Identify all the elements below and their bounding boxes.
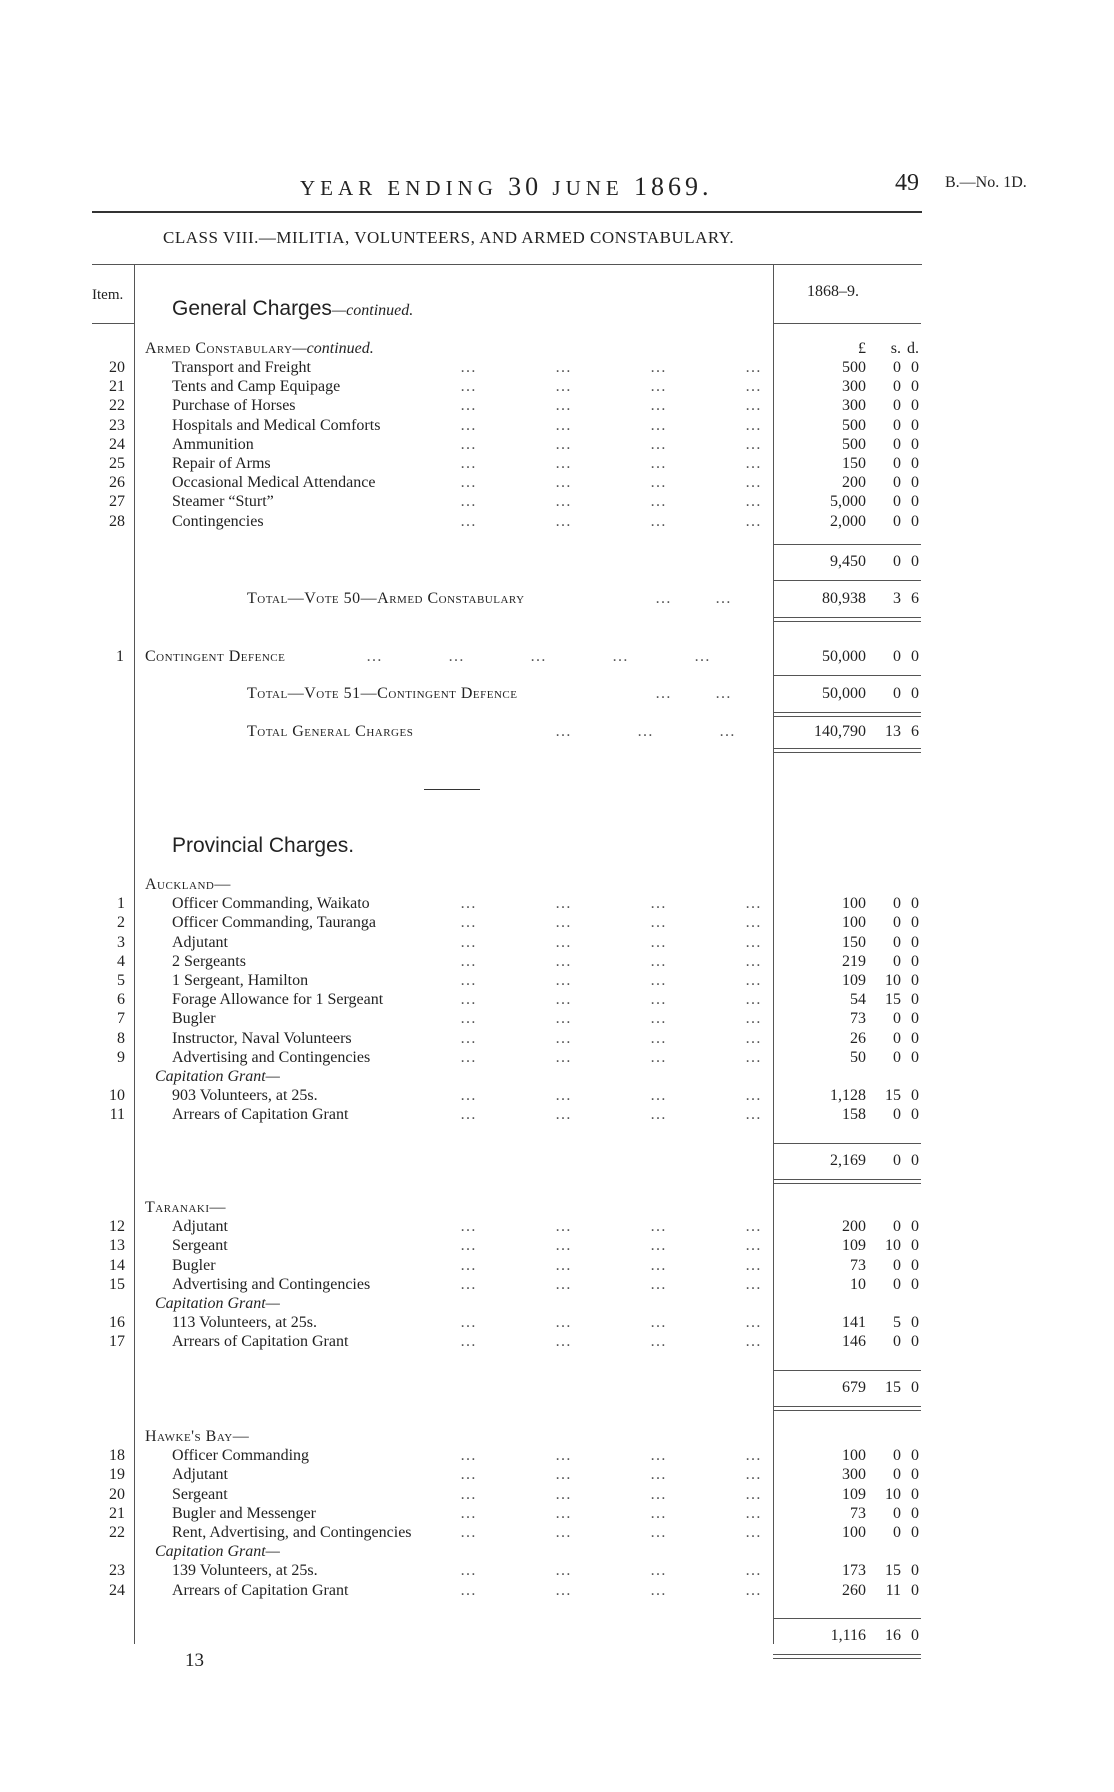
table-row: 21 Tents and Camp Equipage … … … … 300 0 0 — [109, 378, 919, 396]
item-number: 24 — [109, 1581, 125, 1599]
table-row: 11 Arrears of Capitation Grant … … … … 158 0 0 — [109, 1106, 919, 1124]
amount-shillings: 0 — [893, 416, 901, 434]
amount-pence: 0 — [911, 1581, 919, 1599]
table-row: 13 Sergeant … … … … 109 10 0 — [109, 1237, 919, 1255]
amount-pence: 0 — [911, 1106, 919, 1124]
double-rule — [773, 617, 921, 618]
table-top-rule — [92, 264, 922, 265]
page-title: YEAR ENDING 30 JUNE 1869. — [300, 172, 713, 201]
amount-pounds: 200 — [842, 1218, 866, 1236]
amount-shillings: 15 — [885, 1087, 901, 1105]
table-row: 12 Adjutant … … … … 200 0 0 — [109, 1218, 919, 1236]
subtotal-rule — [773, 1179, 921, 1180]
item-number: 16 — [109, 1314, 125, 1332]
row-label: Purchase of Horses — [172, 397, 296, 415]
amount-pounds: 54 — [850, 991, 866, 1009]
amount-pence: 0 — [911, 359, 919, 376]
table-row: 24 Ammunition … … … … 500 0 0 — [109, 435, 919, 453]
item-number: 23 — [109, 416, 125, 434]
amount-pence: 0 — [911, 972, 919, 989]
amount-shillings: 0 — [893, 359, 901, 376]
item-number: 17 — [109, 1333, 125, 1351]
item-number: 2 — [117, 914, 125, 932]
section-separator — [424, 789, 480, 790]
amount-shillings: 0 — [893, 1275, 901, 1293]
row-label: Arrears of Capitation Grant — [172, 1581, 349, 1599]
item-number: 5 — [117, 972, 125, 989]
item-number: 15 — [109, 1275, 125, 1293]
subtotal-rule — [773, 1618, 921, 1619]
amount-shillings: 0 — [893, 933, 901, 951]
row-label: Forage Allowance for 1 Sergeant — [172, 991, 384, 1009]
amount-pence: 0 — [911, 1466, 919, 1484]
amount-shillings: 5 — [893, 1314, 901, 1332]
amount-pounds: 150 — [842, 933, 866, 951]
amount-shillings: 0 — [893, 435, 901, 453]
item-number: 7 — [117, 1010, 125, 1028]
amount-shillings: 15 — [885, 991, 901, 1009]
table-row: 4 2 Sergeants … … … … 219 0 0 — [117, 952, 919, 970]
row-label: Adjutant — [172, 1218, 228, 1236]
total-vote-51: Total—Vote 51—Contingent Defence … … 50,000 0 0 — [247, 685, 919, 702]
item-number: 18 — [109, 1447, 125, 1465]
amount-shillings: 0 — [893, 1447, 901, 1465]
item-number: 14 — [109, 1256, 125, 1274]
row-label: Arrears of Capitation Grant — [172, 1333, 349, 1351]
footer-number: 13 — [185, 1650, 204, 1671]
row-label: 903 Volunteers, at 25s. — [172, 1087, 318, 1105]
item-number: 8 — [117, 1029, 125, 1047]
amount-pence: 0 — [911, 1485, 919, 1503]
table-row: 15 Advertising and Contingencies … … … … 10 0 0 — [109, 1275, 919, 1293]
row-label: Transport and Freight — [172, 359, 311, 376]
header-rule — [92, 211, 922, 213]
amount-pence: 0 — [911, 435, 919, 453]
amount-shillings: 0 — [893, 455, 901, 472]
amount-pence: 0 — [911, 416, 919, 434]
amount-pounds: 173 — [842, 1562, 866, 1580]
table-row: 14 Bugler … … … … 73 0 0 — [109, 1256, 919, 1274]
vote51-rule-2 — [773, 716, 921, 717]
amount-shillings: 0 — [893, 512, 901, 530]
table-row: 5 1 Sergeant, Hamilton … … … … 109 10 0 — [117, 972, 919, 989]
amount-shillings: 0 — [893, 895, 901, 913]
capitation-grant-label: Capitation Grant— — [155, 1295, 280, 1312]
amount-pounds: 1,128 — [830, 1087, 866, 1105]
table-row: 19 Adjutant … … … … 300 0 0 — [109, 1466, 919, 1484]
item-header-rule — [92, 323, 134, 324]
amount-pence: 0 — [911, 914, 919, 932]
item-number: 12 — [109, 1218, 125, 1236]
province-subtotal: 679 15 0 — [842, 1378, 919, 1396]
amount-pounds: 109 — [842, 972, 866, 989]
amount-pence: 0 — [911, 1237, 919, 1255]
subtotal-rule — [773, 1370, 921, 1371]
table-row: 22 Rent, Advertising, and Contingencies … … … … 100 0 0 — [109, 1524, 919, 1541]
item-number: 28 — [109, 512, 125, 530]
row-label: Steamer “Sturt” — [172, 493, 274, 511]
amount-pence: 0 — [911, 1447, 919, 1465]
amount-shillings: 0 — [893, 1504, 901, 1522]
row-label: Ammunition — [172, 435, 254, 453]
item-number: 26 — [109, 474, 125, 492]
amount-shillings: 10 — [885, 1485, 901, 1503]
amount-pence: 0 — [911, 378, 919, 396]
amount-pounds: 300 — [842, 378, 866, 396]
item-number: 6 — [117, 991, 125, 1009]
amount-pounds: 73 — [850, 1010, 866, 1028]
province-label: Hawke's Bay— — [145, 1428, 250, 1445]
item-number: 11 — [109, 1106, 125, 1124]
capitation-grant-label: Capitation Grant— — [155, 1543, 280, 1561]
item-number: 4 — [117, 952, 125, 970]
provincial-charges-heading: Provincial Charges. — [172, 834, 355, 857]
contingent-defence-row: 1 Contingent Defence … … … … … 50,000 0 0 — [116, 648, 919, 665]
amount-pounds: 73 — [850, 1504, 866, 1522]
amount-pence: 0 — [911, 1048, 919, 1066]
amount-pence: 0 — [911, 895, 919, 913]
amount-header-rule — [773, 323, 921, 324]
armed-constabulary-label: Armed Constabulary—continued. — [145, 340, 374, 357]
table-row: 8 Instructor, Naval Volunteers … … … … 26 0 0 — [117, 1029, 919, 1047]
item-number: 9 — [117, 1048, 125, 1066]
table-row: 25 Repair of Arms … … … … 150 0 0 — [109, 455, 919, 472]
amount-pounds: 100 — [842, 914, 866, 932]
row-label: Officer Commanding, Tauranga — [172, 914, 377, 932]
amount-shillings: 0 — [893, 914, 901, 932]
subtotal-rule — [773, 1143, 921, 1144]
subtotal-rule — [773, 1658, 921, 1659]
row-label: Arrears of Capitation Grant — [172, 1106, 349, 1124]
table-row: 20 Transport and Freight … … … … 500 0 0 — [109, 359, 919, 376]
row-label: Tents and Camp Equipage — [172, 378, 341, 396]
amount-pounds: 5,000 — [830, 493, 866, 511]
row-label: 113 Volunteers, at 25s. — [172, 1314, 318, 1332]
table-row: 1 Officer Commanding, Waikato … … … … 100 0 0 — [117, 895, 919, 913]
amount-pence: 0 — [911, 1010, 919, 1028]
table-row: 26 Occasional Medical Attendance … … … … 200 0 0 — [109, 474, 919, 492]
amount-pence: 0 — [911, 1314, 919, 1332]
row-label: Occasional Medical Attendance — [172, 474, 376, 492]
vote51-rule — [773, 712, 921, 713]
amount-pounds: 73 — [850, 1256, 866, 1274]
amount-pounds: 158 — [842, 1106, 866, 1124]
row-label: 139 Volunteers, at 25s. — [172, 1562, 318, 1580]
item-number: 20 — [109, 1485, 125, 1503]
amount-pence: 0 — [911, 1275, 919, 1293]
item-number: 23 — [109, 1562, 125, 1580]
item-column-header: Item. — [92, 287, 124, 303]
amount-pence: 0 — [911, 991, 919, 1009]
amount-shillings: 0 — [893, 1524, 901, 1541]
table-row: 23 Hospitals and Medical Comforts … … … … 500 0 0 — [109, 416, 919, 434]
row-label: Adjutant — [172, 1466, 228, 1484]
table-row: 23 139 Volunteers, at 25s. … … … … 173 15 0 — [109, 1562, 919, 1580]
amount-pence: 0 — [911, 1218, 919, 1236]
item-number: 21 — [109, 1504, 125, 1522]
amount-shillings: 0 — [893, 474, 901, 492]
table-row: 6 Forage Allowance for 1 Sergeant … … … … 54 15 0 — [117, 991, 919, 1009]
subtotal-rule — [773, 1410, 921, 1411]
total-general-charges: Total General Charges … … … 140,790 13 6 — [247, 723, 919, 740]
amount-pounds: 500 — [842, 359, 866, 376]
table-row: 17 Arrears of Capitation Grant … … … … 146 0 0 — [109, 1333, 919, 1351]
table-row: 20 Sergeant … … … … 109 10 0 — [109, 1485, 919, 1503]
item-number: 19 — [109, 1466, 125, 1484]
subtotal-rule — [773, 1406, 921, 1407]
item-number: 27 — [109, 493, 125, 511]
amount-pence: 0 — [911, 493, 919, 511]
amount-pounds: 109 — [842, 1237, 866, 1255]
amount-pence: 0 — [911, 1256, 919, 1274]
contingent-rule — [773, 675, 921, 676]
subtotal-rule-2 — [773, 580, 921, 581]
table-row: 27 Steamer “Sturt” … … … … 5,000 0 0 — [109, 493, 919, 511]
row-label: Rent, Advertising, and Contingencies — [172, 1524, 412, 1541]
province-subtotal: 1,116 16 0 — [830, 1626, 919, 1644]
row-label: Sergeant — [172, 1237, 228, 1255]
amount-pence: 0 — [911, 1504, 919, 1522]
amount-pounds: 150 — [842, 455, 866, 472]
item-number: 1 — [117, 895, 125, 913]
item-number: 24 — [109, 435, 125, 453]
table-row: 3 Adjutant … … … … 150 0 0 — [117, 933, 919, 951]
row-label: 1 Sergeant, Hamilton — [172, 972, 309, 989]
amount-pounds: 300 — [842, 397, 866, 415]
double-rule-2 — [773, 621, 921, 622]
units-row: £ s. d. — [858, 340, 919, 357]
row-label: Officer Commanding — [172, 1447, 310, 1465]
item-number: 22 — [109, 1524, 125, 1541]
capitation-grant-label: Capitation Grant— — [155, 1068, 280, 1085]
amount-pounds: 100 — [842, 1524, 866, 1541]
amount-pence: 0 — [911, 512, 919, 530]
class-title: CLASS VIII.—MILITIA, VOLUNTEERS, AND ARMED CONSTABULARY. — [163, 228, 735, 247]
armed-subtotal: 9,450 0 0 — [830, 553, 919, 570]
amount-pounds: 109 — [842, 1485, 866, 1503]
amount-shillings: 0 — [893, 952, 901, 970]
row-label: 2 Sergeants — [172, 952, 246, 970]
amount-pounds: 219 — [842, 952, 866, 970]
amount-shillings: 0 — [893, 493, 901, 511]
amount-shillings: 11 — [885, 1581, 901, 1599]
province-label: Auckland— — [145, 876, 231, 893]
amount-shillings: 0 — [893, 1256, 901, 1274]
amount-pounds: 260 — [842, 1581, 866, 1599]
amount-shillings: 0 — [893, 1333, 901, 1351]
amount-pounds: 50 — [850, 1048, 866, 1066]
row-label: Advertising and Contingencies — [172, 1048, 371, 1066]
general-charges-heading: General Charges—continued. — [172, 297, 414, 320]
amount-pounds: 146 — [842, 1333, 866, 1351]
item-number: 20 — [109, 359, 125, 376]
amount-pounds: 2,000 — [830, 512, 866, 530]
amount-pounds: 100 — [842, 1447, 866, 1465]
row-label: Bugler — [172, 1256, 216, 1274]
row-label: Sergeant — [172, 1485, 228, 1503]
item-number: 13 — [109, 1237, 125, 1255]
row-label: Contingencies — [172, 512, 264, 530]
amount-pounds: 141 — [842, 1314, 866, 1332]
table-row: 7 Bugler … … … … 73 0 0 — [117, 1010, 919, 1028]
table-row: 10 903 Volunteers, at 25s. … … … … 1,128 15 0 — [109, 1087, 919, 1105]
row-label: Bugler — [172, 1010, 216, 1028]
table-row: 21 Bugler and Messenger … … … … 73 0 0 — [109, 1504, 919, 1522]
amount-shillings: 15 — [885, 1562, 901, 1580]
item-number: 25 — [109, 455, 125, 472]
province-label: Taranaki— — [145, 1199, 226, 1216]
amount-pence: 0 — [911, 1562, 919, 1580]
amount-pence: 0 — [911, 455, 919, 472]
item-number: 22 — [109, 397, 125, 415]
general-total-rule — [773, 748, 921, 749]
table-row: 9 Advertising and Contingencies … … … … 50 0 0 — [117, 1048, 919, 1066]
amount-pounds: 26 — [850, 1029, 866, 1047]
amount-pounds: 10 — [850, 1275, 866, 1293]
page-number: 49 — [895, 170, 919, 196]
amount-pence: 0 — [911, 474, 919, 492]
row-label: Instructor, Naval Volunteers — [172, 1029, 352, 1047]
amount-shillings: 0 — [893, 1218, 901, 1236]
amount-shillings: 0 — [893, 1466, 901, 1484]
amount-pence: 0 — [911, 1333, 919, 1351]
row-label: Officer Commanding, Waikato — [172, 895, 370, 913]
table-row: 18 Officer Commanding … … … … 100 0 0 — [109, 1447, 919, 1465]
total-vote-50: Total—Vote 50—Armed Constabulary … … 80,938 3 6 — [247, 590, 919, 607]
row-label: Bugler and Messenger — [172, 1504, 316, 1522]
province-subtotal: 2,169 0 0 — [830, 1151, 919, 1169]
amount-shillings: 0 — [893, 1048, 901, 1066]
page-header — [0, 172, 1114, 202]
year-column-header: 1868–9. — [807, 283, 859, 300]
general-total-rule-2 — [773, 752, 921, 753]
amount-shillings: 0 — [893, 1010, 901, 1028]
amount-pence: 0 — [911, 952, 919, 970]
amount-pence: 0 — [911, 933, 919, 951]
subtotal-rule — [773, 1183, 921, 1184]
table-row: 24 Arrears of Capitation Grant … … … … 260 11 0 — [109, 1581, 919, 1599]
amount-pence: 0 — [911, 1087, 919, 1105]
row-label: Advertising and Contingencies — [172, 1275, 371, 1293]
item-number: 3 — [117, 933, 125, 951]
item-number: 21 — [109, 378, 125, 396]
amount-pounds: 300 — [842, 1466, 866, 1484]
amount-shillings: 0 — [893, 1029, 901, 1047]
item-number: 10 — [109, 1087, 125, 1105]
amount-pence: 0 — [911, 1524, 919, 1541]
subtotal-rule — [773, 544, 921, 545]
table-row: 28 Contingencies … … … … 2,000 0 0 — [109, 512, 919, 530]
row-label: Repair of Arms — [172, 455, 271, 472]
amount-shillings: 0 — [893, 378, 901, 396]
amount-shillings: 10 — [885, 972, 901, 989]
amount-pounds: 500 — [842, 435, 866, 453]
row-label: Adjutant — [172, 933, 228, 951]
amount-pence: 0 — [911, 397, 919, 415]
amount-shillings: 0 — [893, 1106, 901, 1124]
table-row: 16 113 Volunteers, at 25s. … … … … 141 5 0 — [109, 1314, 919, 1332]
table-row: 22 Purchase of Horses … … … … 300 0 0 — [109, 397, 919, 415]
document-reference: B.—No. 1D. — [945, 174, 1027, 191]
subtotal-rule — [773, 1654, 921, 1655]
amount-shillings: 10 — [885, 1237, 901, 1255]
amount-pounds: 100 — [842, 895, 866, 913]
amount-pence: 0 — [911, 1029, 919, 1047]
amount-pounds: 500 — [842, 416, 866, 434]
table-row: 2 Officer Commanding, Tauranga … … … … 100 0 0 — [117, 914, 919, 932]
amount-pounds: 200 — [842, 474, 866, 492]
row-label: Hospitals and Medical Comforts — [172, 416, 381, 434]
amount-shillings: 0 — [893, 397, 901, 415]
